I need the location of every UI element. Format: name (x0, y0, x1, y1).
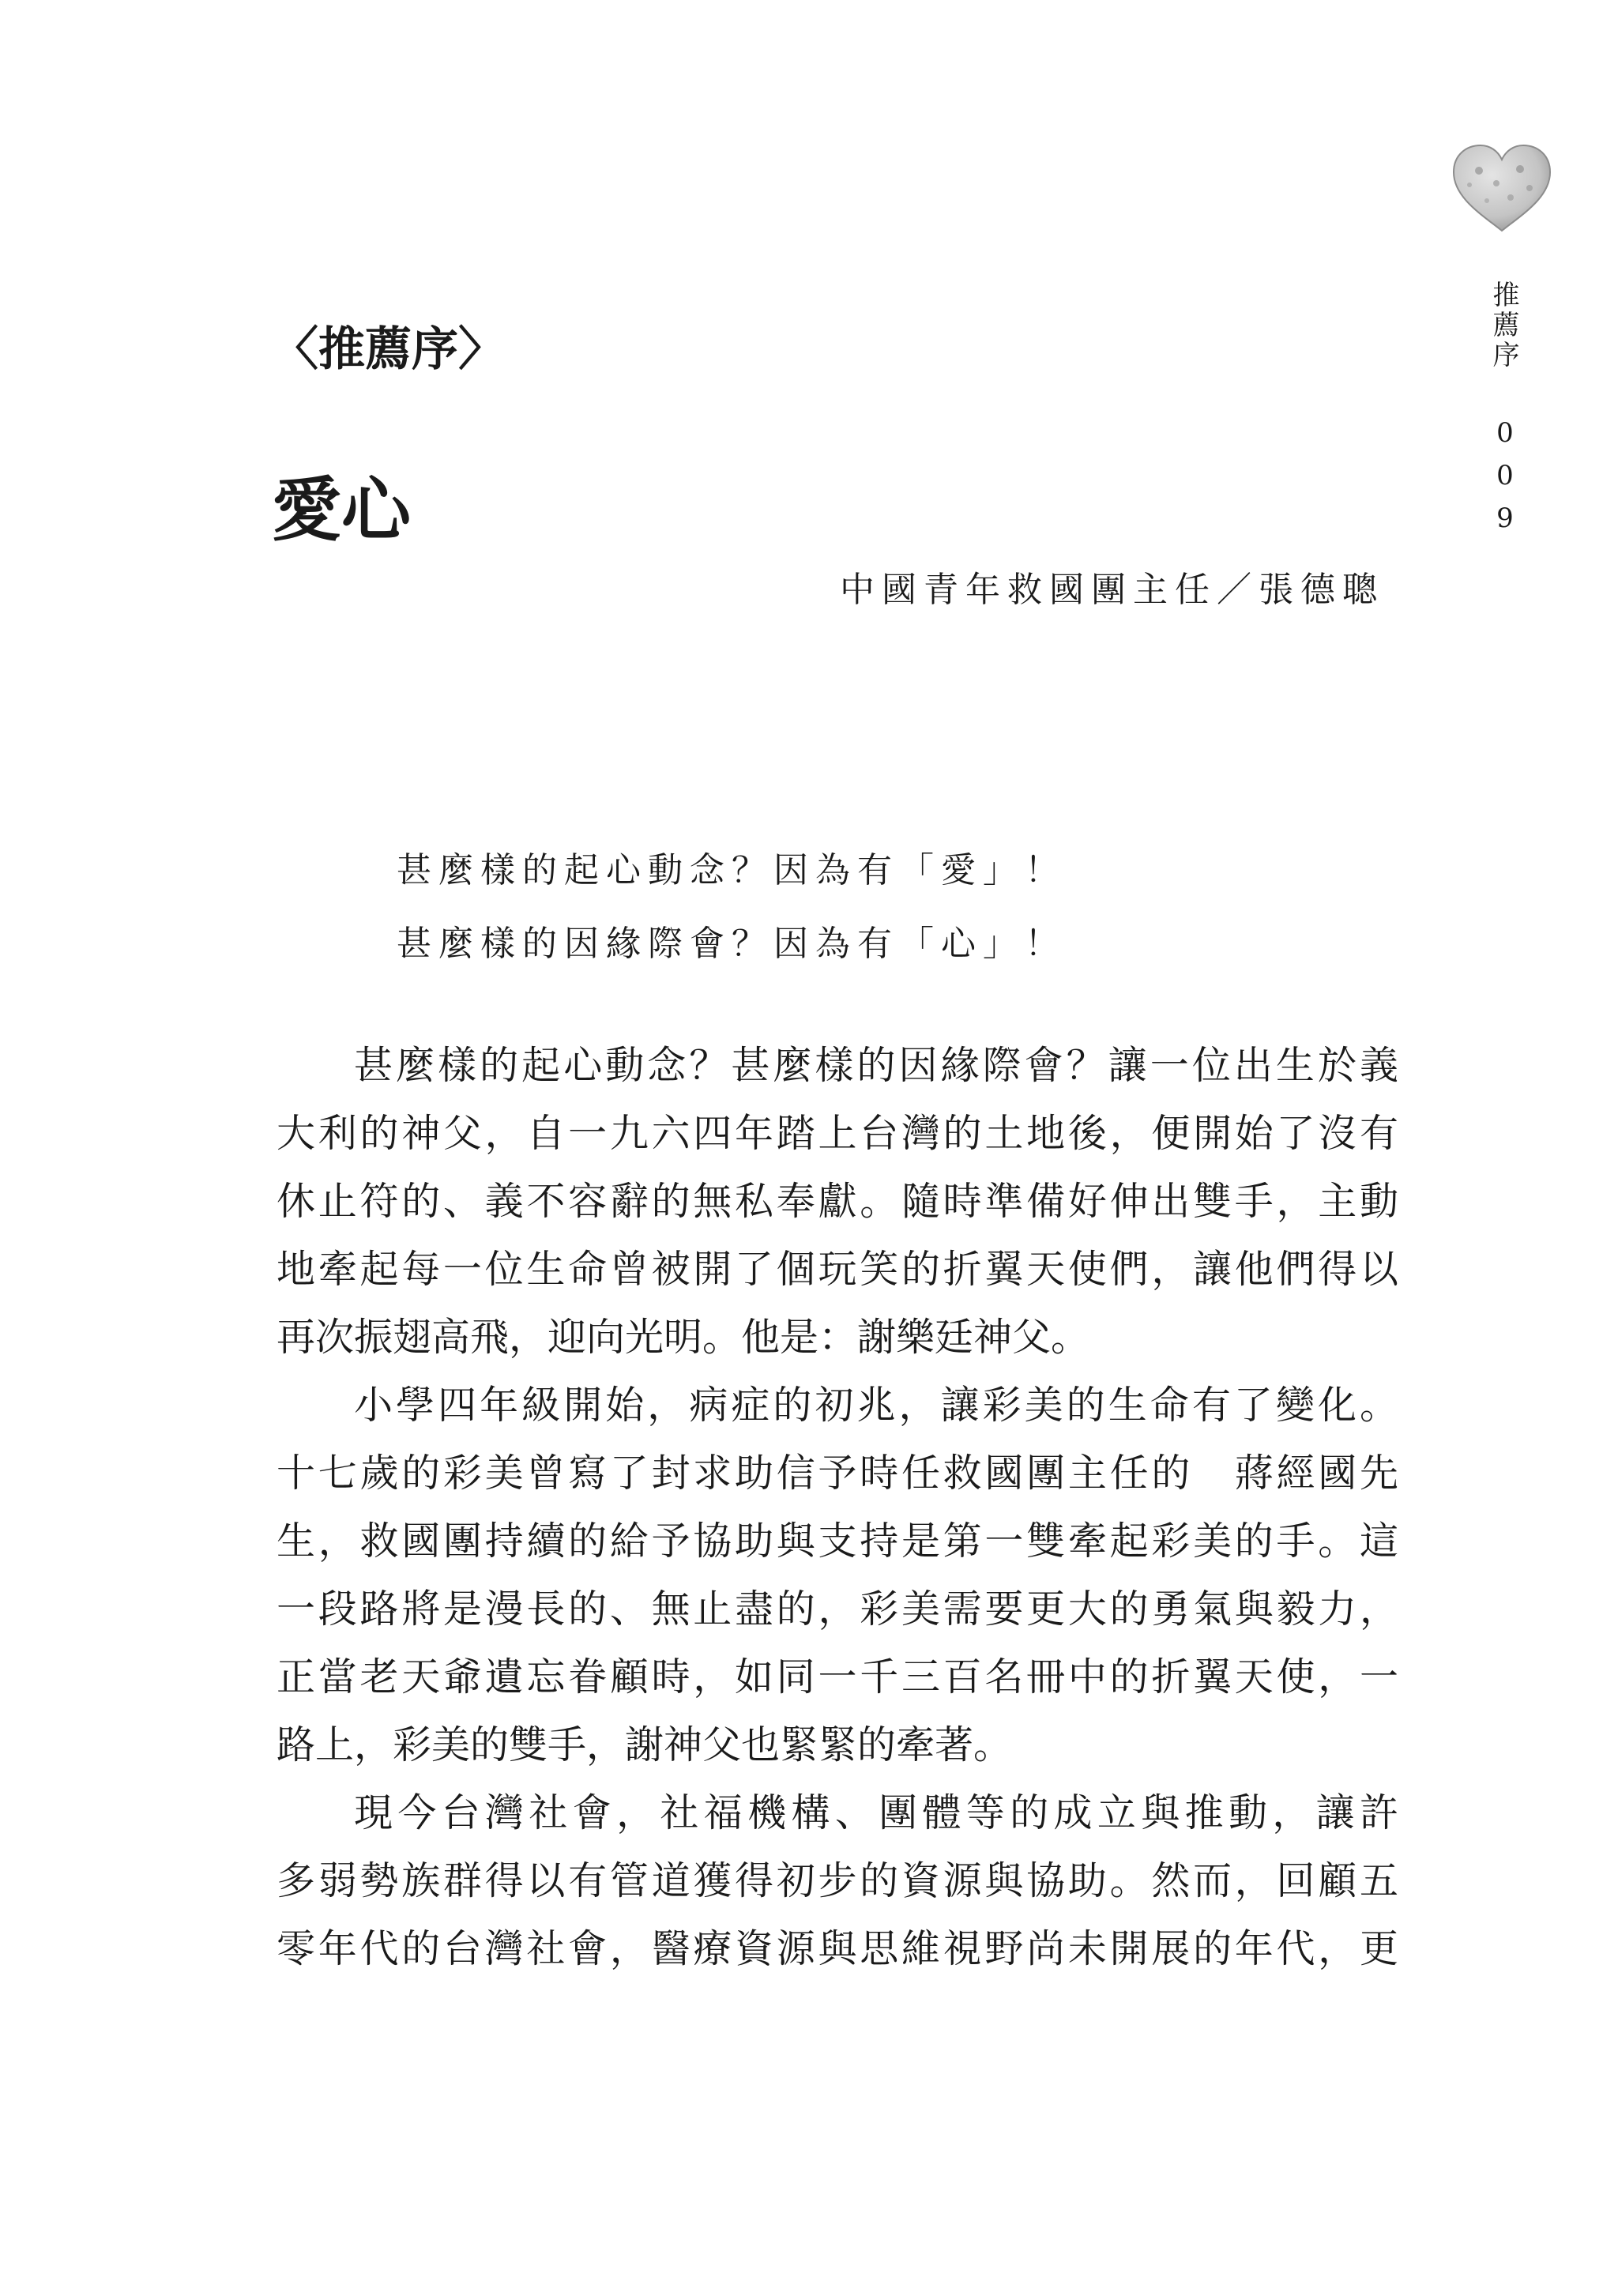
poem (397, 834, 1067, 981)
body-line: 路上，彩美的雙手，謝神父也緊緊的牽著。 (277, 1722, 1013, 1767)
body-line: 十七歲的彩美曾寫了封求助信予時任救國團主任的 蔣經國先 (277, 1451, 1398, 1496)
body-line: 零年代的台灣社會，醫療資源與思維視野尚未開展的年代，更 (277, 1926, 1398, 1971)
body-line: 一段路將是漫長的、無止盡的，彩美需要更大的勇氣與毅力， (277, 1586, 1398, 1632)
page-number: 009 (1489, 417, 1521, 545)
body-line: 現今台灣社會，社福機構、團體等的成立與推動，讓許 (354, 1790, 1398, 1835)
body-line: 甚麼樣的起心動念？甚麼樣的因緣際會？讓一位出生於義 (354, 1043, 1398, 1088)
body-line: 小學四年級開始，病症的初兆，讓彩美的生命有了變化。 (354, 1383, 1398, 1428)
body-line: 多弱勢族群得以有管道獲得初步的資源與協助。然而，回顧五 (277, 1858, 1398, 1903)
series-label: 〈推薦序〉 (272, 322, 506, 376)
section-label-vertical: 推薦序 (1488, 280, 1519, 371)
byline: 中國青年救國團主任／張德聰 (840, 570, 1384, 610)
body-text (277, 1032, 1398, 1983)
body-line: 正當老天爺遺忘眷顧時，如同一千三百名冊中的折翼天使，一 (277, 1654, 1398, 1699)
poem-line: 甚麼樣的因緣際會？因為有「心」！ (397, 924, 1067, 964)
body-line: 休止符的、義不容辭的無私奉獻。隨時準備好伸出雙手，主動 (277, 1179, 1398, 1224)
body-line: 再次振翅高飛，迎向光明。他是：謝樂廷神父。 (277, 1315, 1090, 1360)
body-line: 生，救國團持續的給予協助與支持是第一雙牽起彩美的手。這 (277, 1519, 1398, 1564)
body-line: 地牽起每一位生命曾被開了個玩笑的折翼天使們，讓他們得以 (277, 1247, 1398, 1292)
heart-icon (1451, 142, 1553, 235)
page-title: 愛心 (272, 469, 412, 551)
body-line: 大利的神父，自一九六四年踏上台灣的土地後，便開始了沒有 (277, 1111, 1398, 1156)
poem-line: 甚麼樣的起心動念？因為有「愛」！ (397, 850, 1067, 890)
